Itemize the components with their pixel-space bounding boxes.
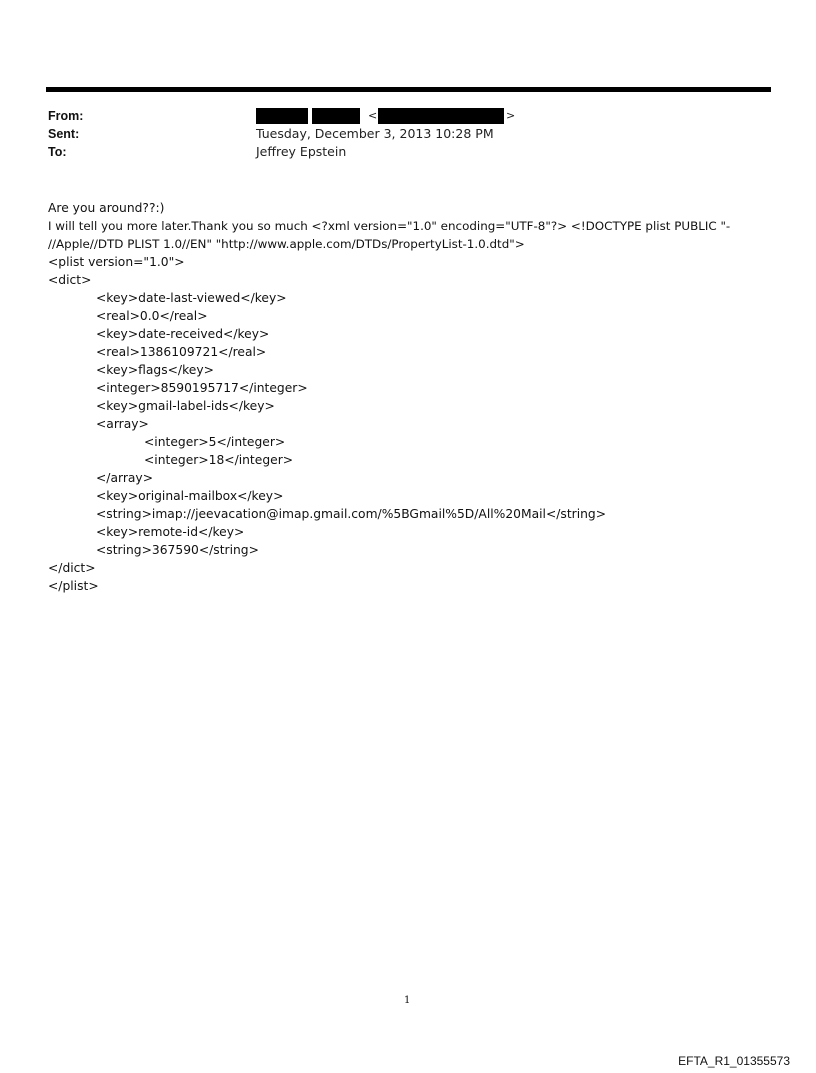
redacted-sender-last-name xyxy=(312,108,360,124)
body-line: <key>remote-id</key> xyxy=(96,525,245,539)
redacted-sender-first-name xyxy=(256,108,308,124)
body-line: <real>1386109721</real> xyxy=(96,345,267,359)
body-line: </plist> xyxy=(48,579,99,593)
to-value: Jeffrey Epstein xyxy=(256,144,347,159)
body-line: <plist version="1.0"> xyxy=(48,255,185,269)
email-close-bracket: > xyxy=(506,109,516,122)
body-line: <key>flags</key> xyxy=(96,363,214,377)
body-line: <key>date-last-viewed</key> xyxy=(96,291,287,305)
body-line: <integer>8590195717</integer> xyxy=(96,381,308,395)
body-line: //Apple//DTD PLIST 1.0//EN" "http://www.apple.com/DTDs/PropertyList-1.0.dtd"> xyxy=(48,237,525,251)
body-line: <string>367590</string> xyxy=(96,543,259,557)
body-line: <key>date-received</key> xyxy=(96,327,270,341)
body-line: <integer>5</integer> xyxy=(144,435,286,449)
body-line: Are you around??:) xyxy=(48,201,165,215)
redacted-sender-email xyxy=(378,108,504,124)
body-line: <dict> xyxy=(48,273,92,287)
body-line: <key>original-mailbox</key> xyxy=(96,489,284,503)
page-number: 1 xyxy=(404,995,411,1006)
body-line: </dict> xyxy=(48,561,96,575)
body-line: <key>gmail-label-ids</key> xyxy=(96,399,275,413)
from-label: From: xyxy=(48,109,84,123)
body-line: <string>imap://jeevacation@imap.gmail.com/%5BGmail%5D/All%20Mail</string> xyxy=(96,507,607,521)
email-open-bracket: < xyxy=(368,109,378,122)
to-label: To: xyxy=(48,145,67,159)
sent-value: Tuesday, December 3, 2013 10:28 PM xyxy=(256,126,494,141)
body-line: </array> xyxy=(96,471,153,485)
body-line: I will tell you more later.Thank you so much <?xml version="1.0" encoding="UTF-8"?> <!DOCTYPE plist PUBLIC "- xyxy=(48,219,731,233)
body-line: <integer>18</integer> xyxy=(144,453,294,467)
bates-number: EFTA_R1_01355573 xyxy=(678,1054,790,1068)
body-line: <real>0.0</real> xyxy=(96,309,208,323)
body-line: <array> xyxy=(96,417,149,431)
sent-label: Sent: xyxy=(48,127,80,141)
header-rule xyxy=(46,87,771,92)
